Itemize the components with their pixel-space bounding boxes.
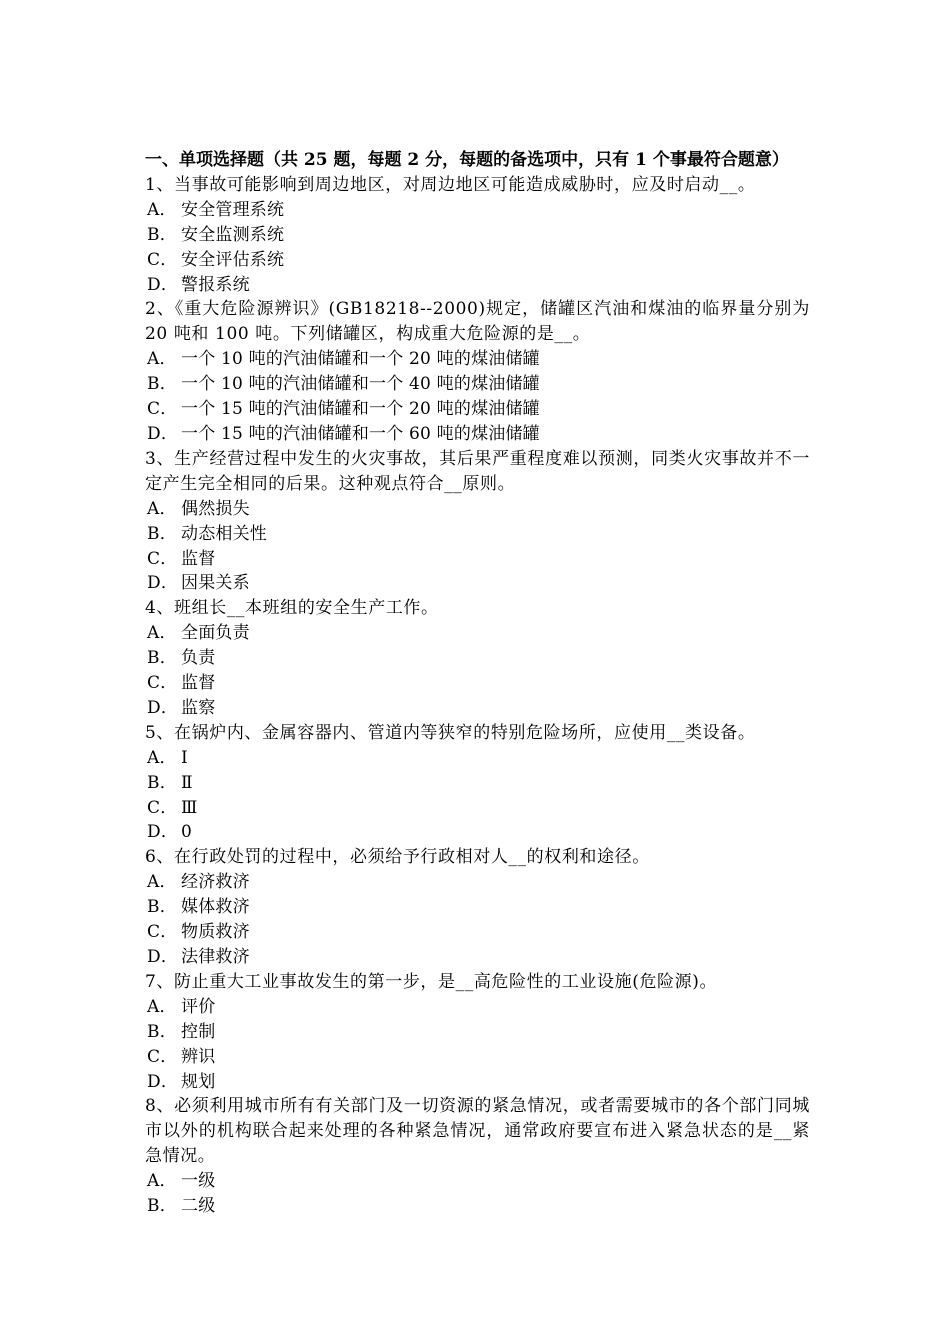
option-text: 评价 (181, 996, 216, 1017)
option-text: 一个 15 吨的汽油储罐和一个 60 吨的煤油储罐 (181, 423, 540, 444)
option-text: 二级 (181, 1196, 216, 1217)
question-2 (145, 297, 810, 446)
option-text: 一个 15 吨的汽油储罐和一个 20 吨的煤油储罐 (181, 399, 540, 420)
option-a (145, 870, 810, 895)
option-c (145, 671, 810, 696)
question-4 (145, 596, 810, 721)
option-c (145, 920, 810, 945)
option-d (145, 945, 810, 970)
option-text: 辨识 (181, 1046, 216, 1067)
option-text: 负责 (181, 648, 216, 669)
option-text: 媒体救济 (181, 897, 250, 918)
option-text: 法律救济 (181, 947, 250, 967)
option-a (145, 198, 810, 223)
option-b (145, 646, 810, 671)
question-stem: 5、在锅炉内、金属容器内、管道内等狭窄的特别危险场所，应使用__类设备。 (145, 722, 756, 743)
question-stem: 2、《重大危险源辨识》(GB18218--2000)规定，储罐区汽油和煤油的临界量分别为 20 吨和 100 吨。下列储罐区，构成重大危险源的是__。 (145, 299, 810, 345)
option-c (145, 796, 810, 821)
option-b (145, 771, 810, 796)
option-text: 一个 10 吨的汽油储罐和一个 20 吨的煤油储罐 (181, 349, 540, 370)
option-a (145, 1169, 810, 1194)
option-letter: B． (147, 224, 177, 245)
option-b (145, 223, 810, 248)
option-a (145, 621, 810, 646)
option-letter: D． (147, 274, 179, 295)
option-d (145, 273, 810, 298)
question-stem: 4、班组长__本班组的安全生产工作。 (145, 598, 439, 619)
option-b (145, 1194, 810, 1219)
option-text: 全面负责 (181, 623, 250, 644)
option-text: 偶然损失 (181, 498, 250, 519)
option-text: 警报系统 (181, 274, 250, 295)
option-letter: B． (147, 897, 177, 918)
option-letter: A． (147, 498, 177, 519)
option-text: 监督 (181, 548, 216, 569)
option-a (145, 497, 810, 522)
question-5 (145, 721, 810, 846)
option-text: 安全监测系统 (181, 224, 285, 245)
option-letter: D． (147, 423, 179, 444)
option-c (145, 248, 810, 273)
option-d (145, 696, 810, 721)
option-letter: B． (147, 772, 177, 793)
option-text: 0 (181, 822, 193, 843)
question-stem: 8、必须利用城市所有有关部门及一切资源的紧急情况，或者需要城市的各个部门同城市以外的机构联合起来处理的各种紧急情况，通常政府要宣布进入紧急状态的是__紧急情况。 (145, 1096, 810, 1167)
option-text: 监察 (181, 697, 216, 718)
option-text: 一级 (181, 1171, 216, 1192)
option-letter: C． (147, 1046, 178, 1067)
option-letter: D． (147, 697, 179, 718)
question-8 (145, 1094, 810, 1219)
option-text: 规划 (181, 1071, 216, 1092)
option-text: 物质救济 (181, 922, 250, 943)
option-letter: B． (147, 648, 177, 669)
option-a (145, 746, 810, 771)
question-7 (145, 970, 810, 1095)
option-letter: C． (147, 673, 178, 694)
option-text: 一个 10 吨的汽油储罐和一个 40 吨的煤油储罐 (181, 374, 540, 395)
option-b (145, 1020, 810, 1045)
option-a (145, 995, 810, 1020)
question-stem: 1、当事故可能影响到周边地区，对周边地区可能造成威胁时，应及时启动__。 (145, 174, 756, 195)
option-c (145, 1045, 810, 1070)
option-letter: C． (147, 797, 178, 818)
option-letter: A． (147, 623, 177, 644)
option-text: 监督 (181, 673, 216, 694)
option-a (145, 347, 810, 372)
question-1 (145, 173, 810, 298)
option-letter: D． (147, 822, 179, 843)
option-text: 安全管理系统 (181, 199, 285, 220)
option-letter: C． (147, 249, 178, 270)
option-letter: C． (147, 399, 178, 420)
question-stem: 6、在行政处罚的过程中，必须给予行政相对人__的权利和途径。 (145, 847, 650, 868)
option-text: Ⅰ (181, 747, 188, 768)
section-heading: 一、单项选择题（共 25 题，每题 2 分，每题的备选项中，只有 1 个事最符合题意） (145, 150, 789, 170)
option-text: 安全评估系统 (181, 249, 285, 270)
option-letter: C． (147, 922, 178, 943)
option-d (145, 571, 810, 596)
option-text: 动态相关性 (181, 523, 267, 544)
option-b (145, 522, 810, 547)
option-letter: A． (147, 747, 177, 768)
question-stem: 7、防止重大工业事故发生的第一步，是__高危险性的工业设施(危险源)。 (145, 971, 718, 992)
option-c (145, 397, 810, 422)
option-letter: B． (147, 523, 177, 544)
option-text: 因果关系 (181, 573, 250, 594)
option-d (145, 820, 810, 845)
question-stem: 3、生产经营过程中发生的火灾事故，其后果严重程度难以预测，同类火灾事故并不一定产生完全相同的后果。这种观点符合__原则。 (145, 448, 810, 494)
option-letter: A． (147, 872, 177, 893)
option-letter: D． (147, 947, 179, 967)
option-letter: D． (147, 573, 179, 594)
option-text: Ⅱ (181, 772, 193, 793)
option-b (145, 895, 810, 920)
option-letter: A． (147, 349, 177, 370)
option-letter: B． (147, 1021, 177, 1042)
question-3 (145, 447, 810, 596)
option-c (145, 547, 810, 572)
option-text: 经济救济 (181, 872, 250, 893)
option-letter: B． (147, 1196, 177, 1217)
option-b (145, 372, 810, 397)
option-letter: B． (147, 374, 177, 395)
option-letter: A． (147, 996, 177, 1017)
option-text: Ⅲ (181, 797, 198, 818)
exam-page (145, 148, 810, 1219)
question-6 (145, 845, 810, 970)
option-letter: D． (147, 1071, 179, 1092)
option-d (145, 1070, 810, 1095)
option-letter: A． (147, 1171, 177, 1192)
option-text: 控制 (181, 1021, 216, 1042)
option-letter: A． (147, 199, 177, 220)
option-d (145, 422, 810, 447)
option-letter: C． (147, 548, 178, 569)
